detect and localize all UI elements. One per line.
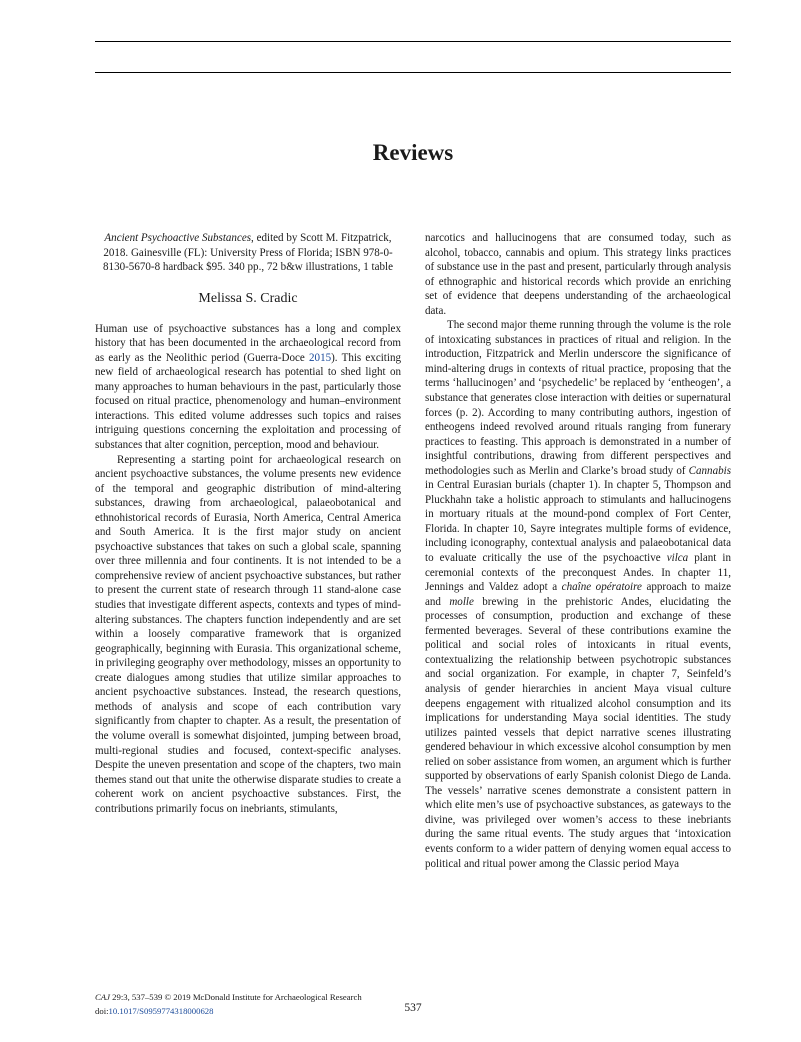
header-rule-top [95, 41, 731, 42]
text-run: plant in ceremonial contexts of the preconquest Andes. In chapter 11, Jennings and Valdez adopt a [425, 552, 731, 594]
text-run: ). This exciting new field of archaeological research has potential to shed light on many approaches to human behaviours in the past, particularly those focused on ritual practice, phenomenology and human–environment interactions. This edited volume addresses such topics and raises intriguing questions concerning the exploitation and processing of substances that alter cognition, perception, mood and behaviour. [95, 351, 401, 452]
header-rule-bottom [95, 72, 731, 73]
right-column [425, 231, 731, 871]
left-paragraph-1 [95, 322, 401, 453]
left-paragraph-2: Representing a starting point for archaeological research on ancient psychoactive substances, the volume presents new evidence of the temporal and geographic distribution of mind-altering substances, drawing from archaeological, palaeobotanical and ethnohistorical records of Eurasia, North America, Central America and South America. It is the first major study on ancient psychoactive substances that takes on such a global scale, spanning over three millennia and four continents. It is not intended to be a comprehensive review of ancient psychoactive substances, but rather to present the current state of research through 11 stand-alone case studies that investigate different aspects, contexts and types of mind-altering substances. The chapters function independently and are set within a loosely comparative framework that is organized geographically, beginning with Eurasia. This organizational scheme, in privileging geography over methodology, misses an opportunity to create dialogues among studies that utilize similar approaches to ancient psychoactive substances. Instead, the research questions, methods of analysis and scope of each contribution vary significantly from chapter to chapter. As a result, the presentation of the volume overall is somewhat disjointed, jumping between broad, multi-regional studies and focused, context-specific analyses. Despite the uneven presentation and scope of the chapters, two main themes stand out that unite the otherwise disparate studies to create a coherent work on ancient psychoactive substances. First, the contributions primarily focus on inebriants, stimulants, [95, 453, 401, 815]
page-number: 537 [404, 1002, 422, 1014]
book-title: Ancient Psychoactive Substances [104, 232, 252, 244]
citation-link[interactable]: 2015 [309, 351, 332, 364]
italic-term: Cannabis [688, 464, 731, 477]
text-run: in Central Eurasian burials (chapter 1). In chapter 5, Thompson and Pluckhahn take a holistic approach to stimulants and hallucinogens in mortuary rituals at the mound-pond complex of Fort Center, Florida. In chapter 10, Sayre integrates multiple forms of evidence, including iconography, contextual analysis and palaeobotanical data to evaluate critically the use of the psychoactive [425, 479, 731, 565]
section-title: Reviews [372, 140, 454, 165]
text-run: approach to maize and [425, 581, 732, 608]
italic-term: molle [449, 595, 474, 608]
book-details: , edited by Scott M. Fitzpatrick, 2018. Gainesville (FL): University Press of Florida; ISBN 978-0-8130-5670-8 hardback $95. 340 pp., 72 b&w illustrations, 1 table [103, 232, 393, 274]
reviewer-name: Melissa S. Cradic [198, 290, 298, 306]
left-column [95, 231, 401, 816]
journal-abbrev: CAJ [95, 992, 110, 1002]
text-run: Human use of psychoactive substances has a long and complex history that has been documented in the archaeological record from as early as the Neolithic period (Guerra-Doce [95, 322, 401, 364]
doi-link[interactable]: 10.1017/S0959774318000628 [108, 1006, 214, 1016]
citation-text: 29:3, 537–539 © 2019 McDonald Institute for Archaeological Research [109, 992, 362, 1002]
right-paragraph-2 [425, 318, 731, 871]
text-run: brewing in the prehistoric Andes, elucidating the processes of consumption, production and exchange of these fermented beverages. Several of these contributions examine the political and social roles of intoxicants in ritual events, contextualizing the relationship between psychotropic substances and social organization. For example, in chapter 7, Seinfeld’s analysis of gender hierarchies in ancient Maya visual culture deepens engagement with ritualized alcohol consumption and its implications for understanding Maya social identities. The study utilizes painted vessels that depict narrative scenes illustrating gendered behaviour in which excessive alcohol consumption by men relied on sober assistance from women, an argument which is further supported by observations of early Spanish colonist Diego de Landa. The vessels’ narrative scenes demonstrate a consistent pattern in which elite men’s use of psychoactive substances, as gateways to the divine, was privileged over women’s access to these inebriants during the same ritual events. The study argues that ‘intoxication events conform to a wider pattern of denying women equal access to political and ritual power among the Classic period Maya [425, 595, 731, 870]
italic-term: chaîne opératoire [561, 581, 642, 594]
doi-label: doi: [95, 1006, 109, 1016]
book-info [95, 231, 401, 275]
right-paragraph-1: narcotics and hallucinogens that are consumed today, such as alcohol, tobacco, cannabis and opium. This strategy links practices of substance use in the past and present, particularly through analysis of ethnographic and historical records which provide an enriching set of evidence that deepens understanding of the archaeological data. [425, 232, 731, 317]
text-run: The second major theme running through the volume is the role of intoxicating substances in practices of ritual and religion. In the introduction, Fitzpatrick and Merlin underscore the significance of mind-altering drugs in contexts of ritual practice, proposing that the terms ‘hallucinogen’ and ‘psychedelic’ be replaced by ‘entheogen’, a substance that generates close interaction with deities or supernatural forces (p. 2). According to many contributing authors, ingestion of entheogens indeed revolved around rituals ranging from funerary practices to feasting. This approach is demonstrated in a number of insightful contributions, drawing from different perspectives and methodologies such as Merlin and Clarke’s broad study of [425, 319, 731, 477]
italic-term: vilca [666, 552, 689, 565]
